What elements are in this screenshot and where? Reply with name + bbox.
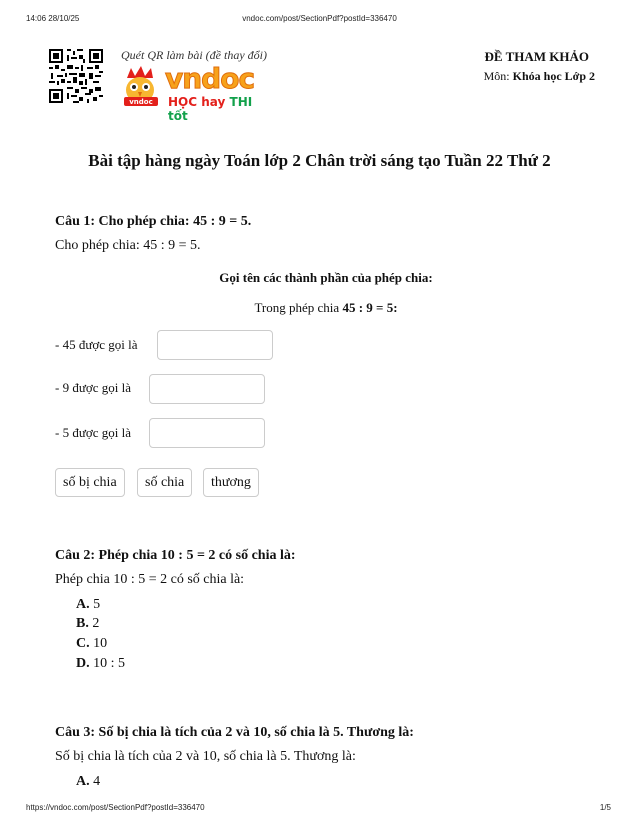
logo-tagline-part-2: THI tốt [168, 95, 253, 123]
question-3-text: Số bị chia là tích của 2 và 10, số chia là 5. Thương là: [55, 749, 356, 764]
option-letter: D. [76, 656, 90, 671]
blank-label-5: - 5 được gọi là [55, 425, 132, 440]
option-letter: B. [76, 616, 89, 631]
option-value: 10 : 5 [93, 656, 126, 671]
qr-note: Quét QR làm bài (đề thay đổi) [121, 48, 267, 62]
question-2-heading: Câu 2: Phép chia 10 : 5 = 2 có số chia là: [55, 548, 296, 563]
blank-label-9: - 9 được gọi là [55, 380, 132, 395]
option-letter: A. [76, 774, 90, 789]
subject-value: Khóa học Lớp 2 [512, 69, 595, 83]
question-3-heading: Câu 3: Số bị chia là tích của 2 và 10, số chia là 5. Thương là: [55, 725, 414, 740]
question-1-context-equation: 45 : 9 = 5: [342, 300, 398, 315]
option-letter: C. [76, 636, 90, 651]
option-letter: A. [76, 597, 90, 612]
question-2-option-d[interactable] [76, 656, 125, 672]
option-value: 2 [92, 616, 100, 631]
question-1-context [0, 300, 639, 316]
blank-label-45: - 45 được gọi là [55, 337, 138, 352]
mascot-icon [121, 66, 161, 110]
subject-line [484, 69, 595, 84]
print-datetime: 14:06 28/10/25 [26, 14, 80, 23]
answer-chip-thuong[interactable]: thương [203, 468, 259, 497]
page-number: 1/5 [599, 803, 611, 812]
option-value: 5 [93, 597, 101, 612]
subject-label: Môn: [483, 69, 510, 83]
vndoc-logo[interactable] [121, 62, 271, 123]
question-2-option-b[interactable] [76, 616, 99, 632]
question-2-option-c[interactable] [76, 636, 107, 652]
question-1-instruction: Gọi tên các thành phần của phép chia: [219, 270, 433, 285]
logo-wordmark: vndoc [165, 62, 255, 95]
qr-code-icon[interactable] [49, 49, 103, 103]
option-value: 10 [93, 636, 108, 651]
question-1-context-prefix: Trong phép chia [254, 300, 340, 315]
exam-type: ĐỀ THAM KHẢO [484, 49, 589, 64]
question-2-option-a[interactable] [76, 597, 100, 613]
answer-chip-so-bi-chia[interactable]: số bị chia [55, 468, 125, 497]
option-value: 4 [93, 774, 101, 789]
question-2-text: Phép chia 10 : 5 = 2 có số chia là: [55, 572, 245, 587]
page-title: Bài tập hàng ngày Toán lớp 2 Chân trời sáng tạo Tuần 22 Thứ 2 [88, 151, 551, 170]
blank-input-5[interactable] [149, 418, 265, 448]
mascot-badge-text: vndoc [129, 98, 153, 106]
blank-input-9[interactable] [149, 374, 265, 404]
question-3-option-a[interactable] [76, 774, 100, 790]
print-url: vndoc.com/post/SectionPdf?postId=336470 [242, 14, 397, 23]
logo-tagline [168, 95, 271, 123]
question-1-heading: Câu 1: Cho phép chia: 45 : 9 = 5. [55, 214, 252, 229]
blank-input-45[interactable] [157, 330, 273, 360]
footer-url: https://vndoc.com/post/SectionPdf?postId=336470 [26, 803, 205, 812]
logo-tagline-part-1: HỌC hay [168, 95, 226, 109]
answer-chip-so-chia[interactable]: số chia [137, 468, 192, 497]
question-1-text: Cho phép chia: 45 : 9 = 5. [55, 238, 201, 253]
